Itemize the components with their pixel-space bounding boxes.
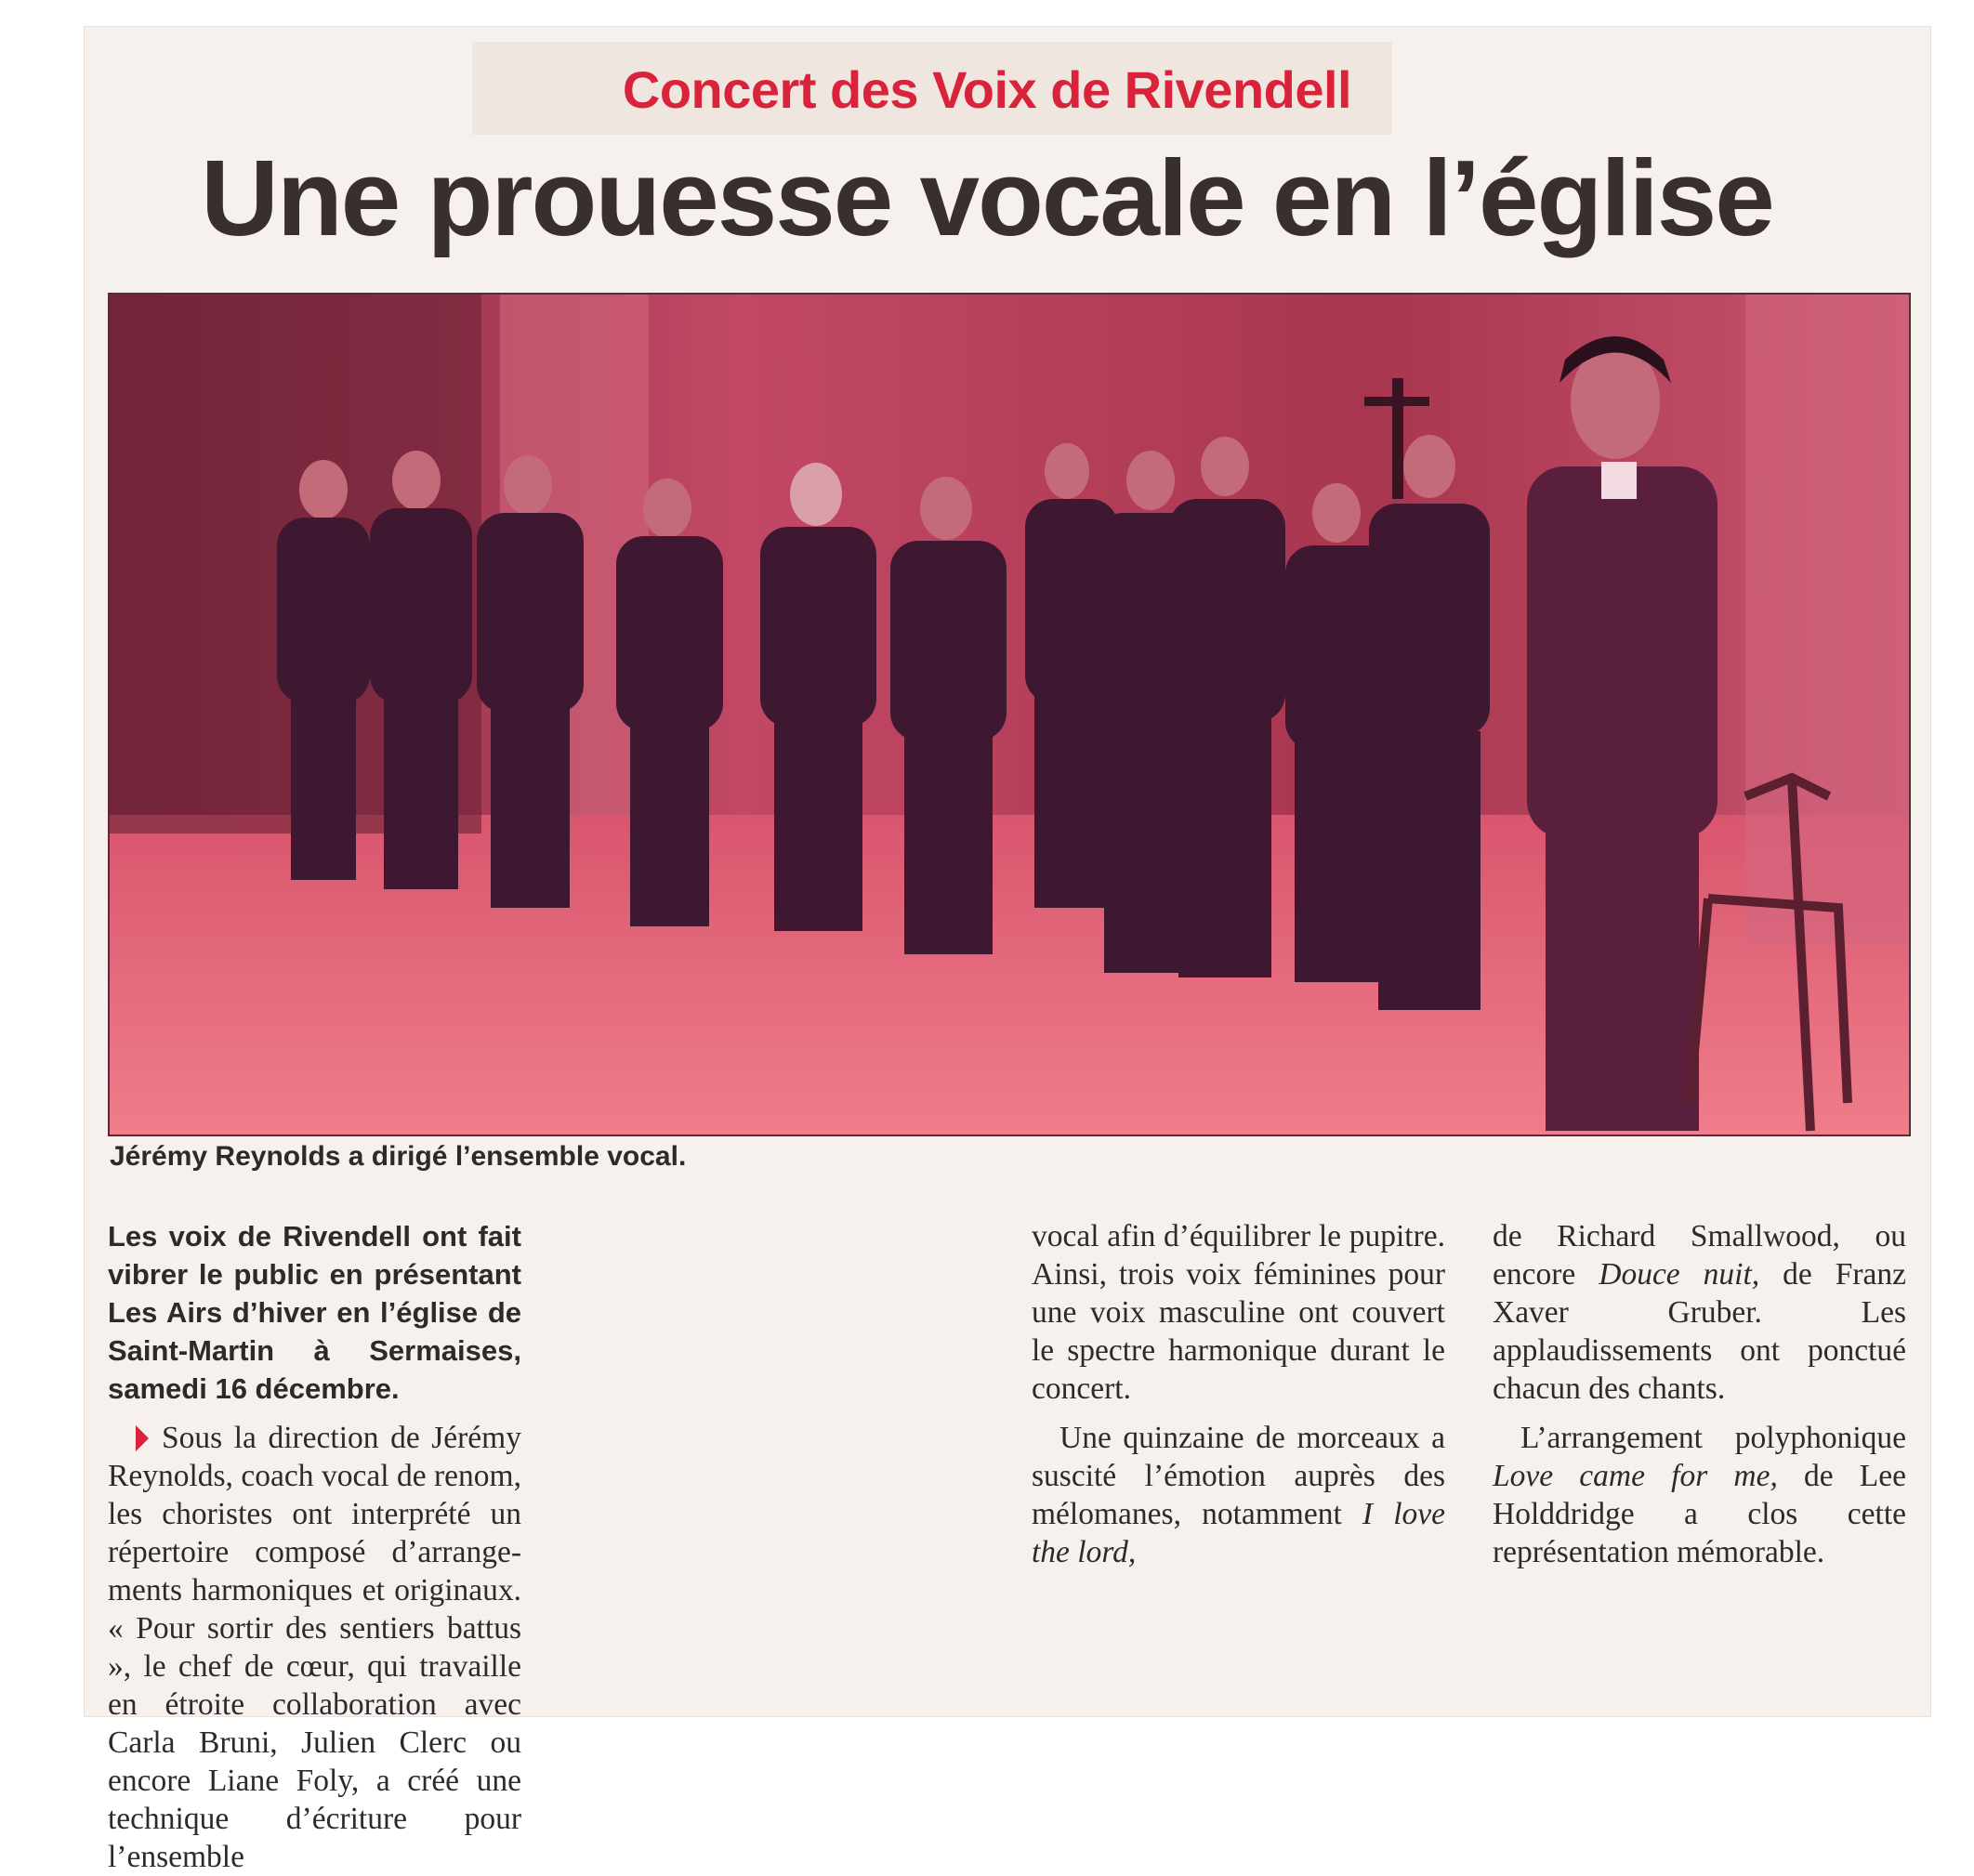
article-column-4 (1493, 1217, 1906, 1571)
song-title-love-came-for-me: Love came for me, (1493, 1459, 1778, 1493)
paragraph-1-part-1: Sous la direction de Jérémy Reynolds, coach vocal de renom, les choristes ont interprété un répertoire composé d’arrangements harmoniques et originaux. « Pour sortir des sentiers battus », le chef de cœur, qui travaille en étroite collaboration avec Carla Bruni, Julien Clerc ou encore Liane Foly, a créé une technique d’écriture pour l’ensemble (108, 1421, 521, 1874)
article-paragraph-1-start (108, 1419, 521, 1876)
choir-photo-illustration (110, 295, 1909, 1135)
paragraph-1-part-2: vocal afin d’équilibrer le pupitre. Ainsi, trois voix féminines pour une voix masculine ont couvert le spectre harmonique durant le concert. (1032, 1219, 1445, 1406)
article-column-3 (1032, 1217, 1445, 1571)
paragraph-2-text-a: Une quinzaine de morceaux a suscité l’émotion auprès des mélomanes, notamment (1032, 1421, 1445, 1531)
paragraph-3-text-b: de Lee Holddridge a clos cette représentation mémorable. (1493, 1459, 1906, 1569)
article-lead: Les voix de Rivendell ont fait vibrer le public en présentant Les Airs d’hiver en l’église de Saint-Martin à Sermaises, samedi 16 décembre. (108, 1220, 521, 1405)
choir-photo (108, 293, 1911, 1136)
article-paragraph-3 (1493, 1419, 1906, 1571)
article-column-1 (108, 1217, 521, 1876)
article-paragraph-2 (1032, 1419, 1445, 1571)
photo-caption: Jérémy Reynolds a dirigé l’ensemble vocal. (110, 1141, 687, 1172)
article-paragraph-2-continued (1493, 1217, 1906, 1408)
article-headline: Une prouesse vocale en l’église (201, 138, 1773, 258)
article-kicker: Concert des Voix de Rivendell (622, 60, 1352, 119)
song-title-douce-nuit: Douce nuit, (1599, 1257, 1760, 1292)
song-title-i-love-the-lord: I love the lord, (1032, 1497, 1445, 1569)
paragraph-2-text-b: de Richard Smallwood, ou encore (1493, 1219, 1906, 1292)
paragraph-2-text-c: de Franz Xaver Gruber. Les applaudissements ont ponctué chacun des chants. (1493, 1257, 1907, 1406)
paragraph-marker-icon (136, 1425, 149, 1451)
paragraph-3-text-a: L’arrangement polyphonique (1520, 1421, 1906, 1455)
